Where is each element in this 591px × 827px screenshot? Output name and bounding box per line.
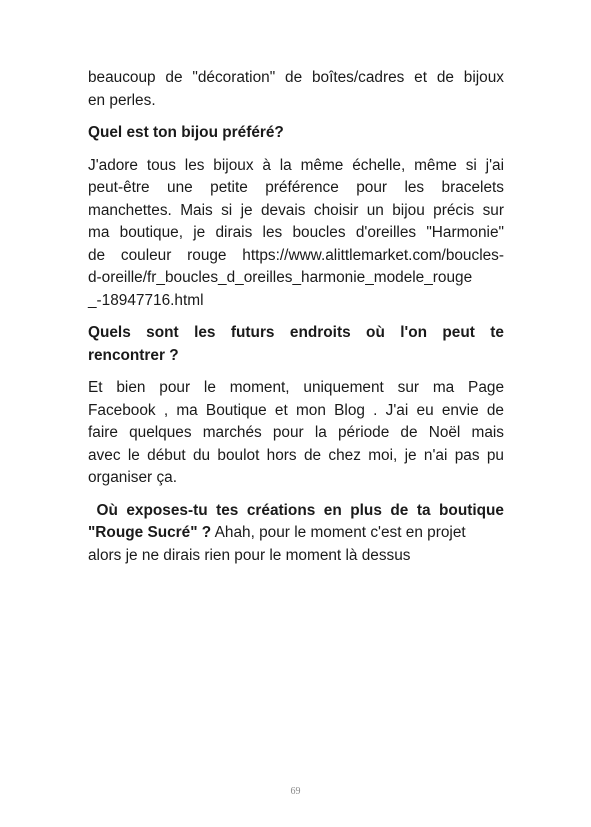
text-line: alors je ne dirais rien pour le moment là dessus	[88, 546, 411, 564]
text-line: Facebook , ma Boutique et mon Blog . J'ai eu envie de	[88, 401, 504, 419]
page-content	[88, 67, 504, 577]
page-number: 69	[290, 786, 301, 797]
question-bold: Où exposes-tu tes créations en plus de ta boutique	[88, 501, 504, 519]
answer-favorite-jewel	[88, 155, 504, 313]
question-text	[88, 500, 504, 523]
text-line: d-oreille/fr_boucles_d_oreilles_harmonie_modele_rouge	[88, 269, 473, 286]
text-line: manchettes. Mais si je devais choisir un bijou précis sur	[88, 201, 504, 219]
text-line: faire quelques marchés pour la période de Noël mais	[88, 424, 504, 441]
question-bold: "Rouge Sucré" ?	[88, 524, 212, 541]
text-line: avec le début du boulot hors de chez moi, je n'ai pas pu	[88, 446, 504, 464]
text-line: organiser ça.	[88, 469, 177, 486]
question-favorite-jewel	[88, 122, 504, 145]
question-answer-exhibitions	[88, 500, 504, 568]
question-text: Quel est ton bijou préféré?	[88, 124, 284, 141]
answer-text: Ahah, pour le moment c'est en projet	[211, 524, 466, 541]
text-line: _-18947716.html	[88, 291, 204, 309]
answer-future-places	[88, 377, 504, 490]
text-line: en perles.	[88, 91, 156, 109]
question-future-places	[88, 322, 504, 367]
text-line: ma boutique, je dirais les boucles d'oreilles "Harmonie"	[88, 224, 504, 241]
paragraph-intro-continuation	[88, 67, 504, 112]
text-line: de couleur rouge https://www.alittlemarket.com/boucles-	[88, 246, 504, 264]
text-line	[88, 522, 504, 545]
question-text: rencontrer ?	[88, 346, 179, 364]
text-line: beaucoup de "décoration" de boîtes/cadres et de bijoux	[88, 69, 504, 86]
text-line: Et bien pour le moment, uniquement sur ma Page	[88, 379, 504, 396]
question-text: Quels sont les futurs endroits où l'on peut te	[88, 324, 504, 341]
text-line: J'adore tous les bijoux à la même échelle, même si j'ai	[88, 156, 504, 174]
text-line: peut-être une petite préférence pour les bracelets	[88, 179, 504, 196]
